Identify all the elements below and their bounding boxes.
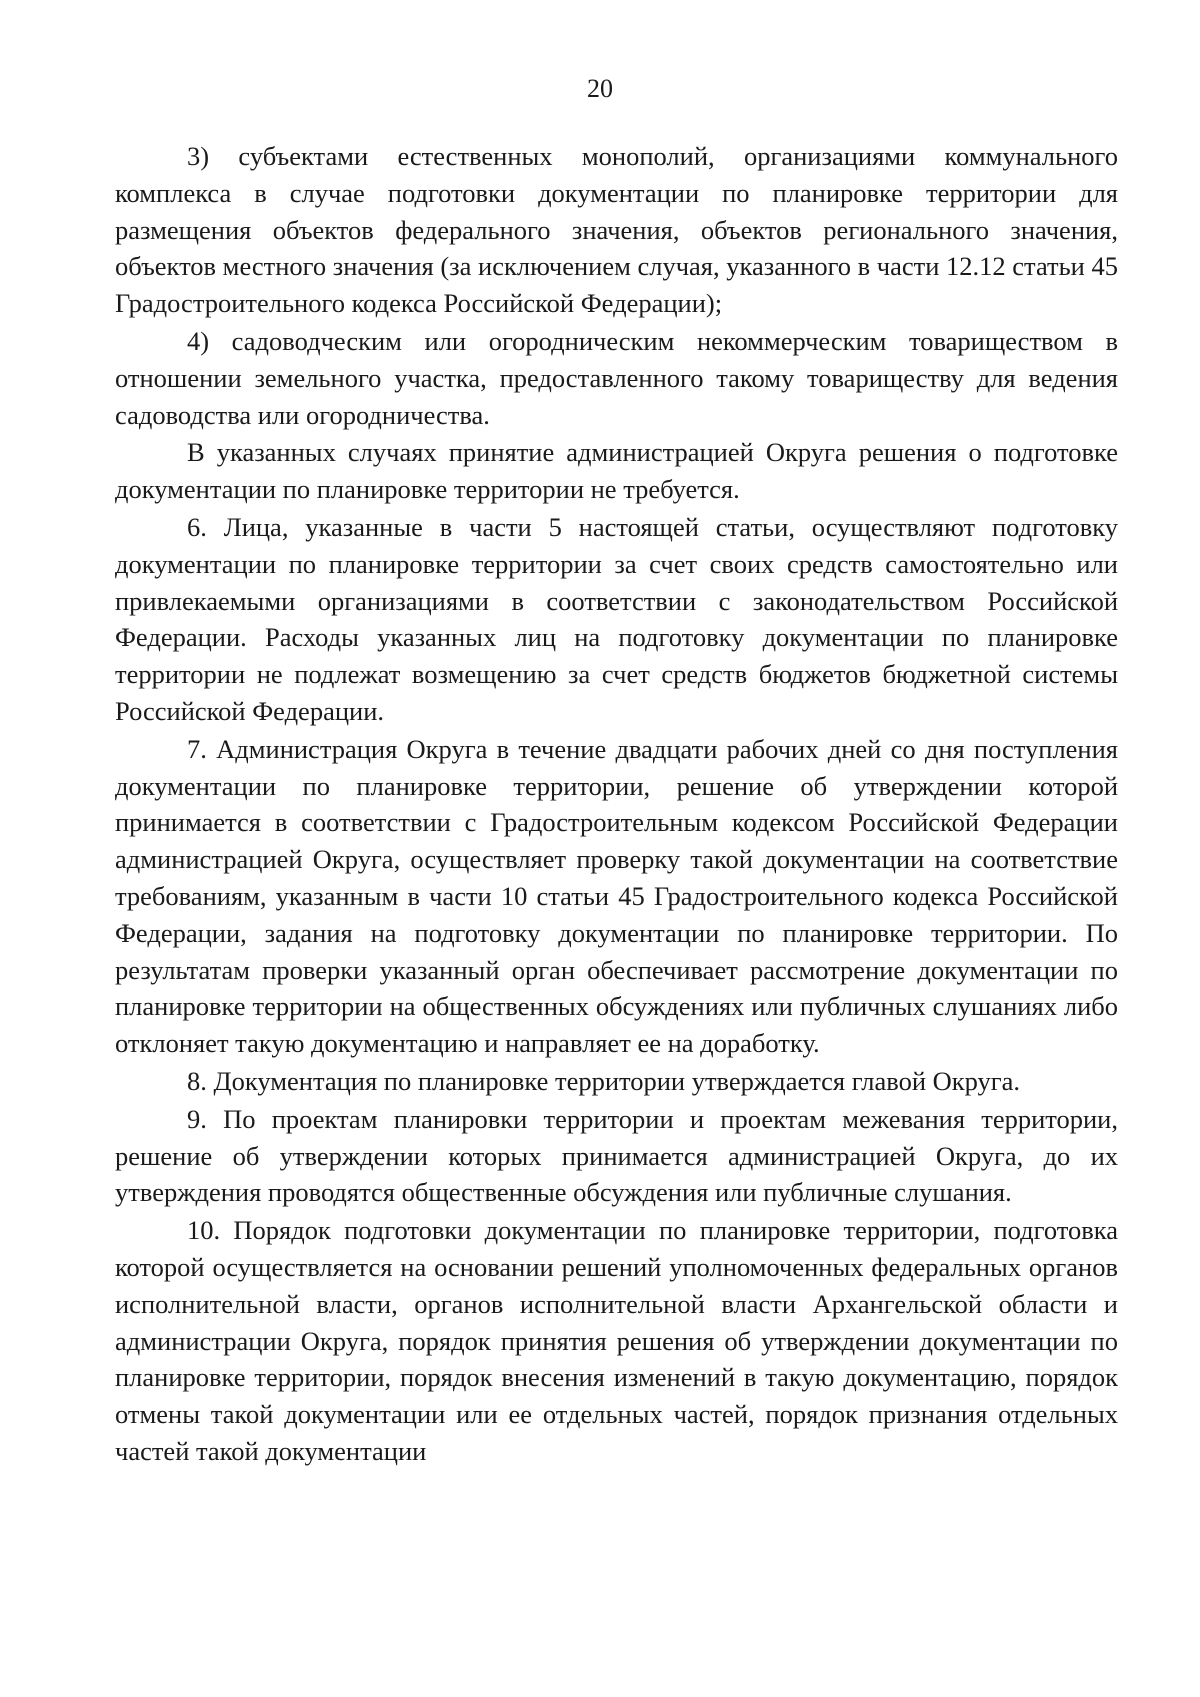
- page-number: 20: [587, 74, 613, 103]
- paragraph-item-3: 3) субъектами естественных монополий, организациями коммунального комплекса в случае подготовки документации по планировке территории для размещения объектов федерального значения, объектов регионального значения, объектов местного значения (за исключением случая, указанного в части 12.12 статьи 45 Градостроительного кодекса Российской Федерации);: [115, 141, 1118, 319]
- paragraph-item-4: 4) садоводческим или огородническим некоммерческим товариществом в отношении земельного участка, предоставленного такому товариществу для ведения садоводства или огородничества.: [115, 325, 1118, 430]
- paragraph-clause-8: 8. Документация по планировке территории утверждается главой Округа.: [187, 1065, 1021, 1096]
- paragraph-clause-10: 10. Порядок подготовки документации по планировке территории, подготовка которой осуществляется на основании решений уполномоченных федеральных органов исполнительной власти, органов исполнительной власти Архангельской области и администрации Округа, порядок принятия решения об утверждении документации по планировке территории, порядок внесения изменений в такую документацию, порядок отмены такой документации или ее отдельных частей, порядок признания отдельных частей такой документации: [115, 1215, 1118, 1466]
- paragraph-clause-7: 7. Администрация Округа в течение двадцати рабочих дней со дня поступления документации по планировке территории, решение об утверждении которой принимается в соответствии с Градостроительным кодексом Российской Федерации администрацией Округа, осуществляет проверку такой документации на соответствие требованиям, указанным в части 10 статьи 45 Градостроительного кодекса Российской Федерации, задания на подготовку документации по планировке территории. По результатам проверки указанный орган обеспечивает рассмотрение документации по планировке территории на общественных обсуждениях или публичных слушаниях либо отклоняет такую документацию и направляет ее на доработку.: [115, 733, 1118, 1059]
- paragraph-clause-9: 9. По проектам планировки территории и проектам межевания территории, решение об утверждении которых принимается администрацией Округа, до их утверждения проводятся общественные обсуждения или публичные слушания.: [115, 1103, 1118, 1208]
- paragraph-note: В указанных случаях принятие администрацией Округа решения о подготовке документации по планировке территории не требуется.: [115, 437, 1118, 505]
- document-body: [115, 138, 1118, 1471]
- paragraph-clause-6: 6. Лица, указанные в части 5 настоящей статьи, осуществляют подготовку документации по планировке территории за счет своих средств самостоятельно или привлекаемыми организациями в соответствии с законодательством Российской Федерации. Расходы указанных лиц на подготовку документации по планировке территории не подлежат возмещению за счет средств бюджетов бюджетной системы Российской Федерации.: [115, 511, 1118, 726]
